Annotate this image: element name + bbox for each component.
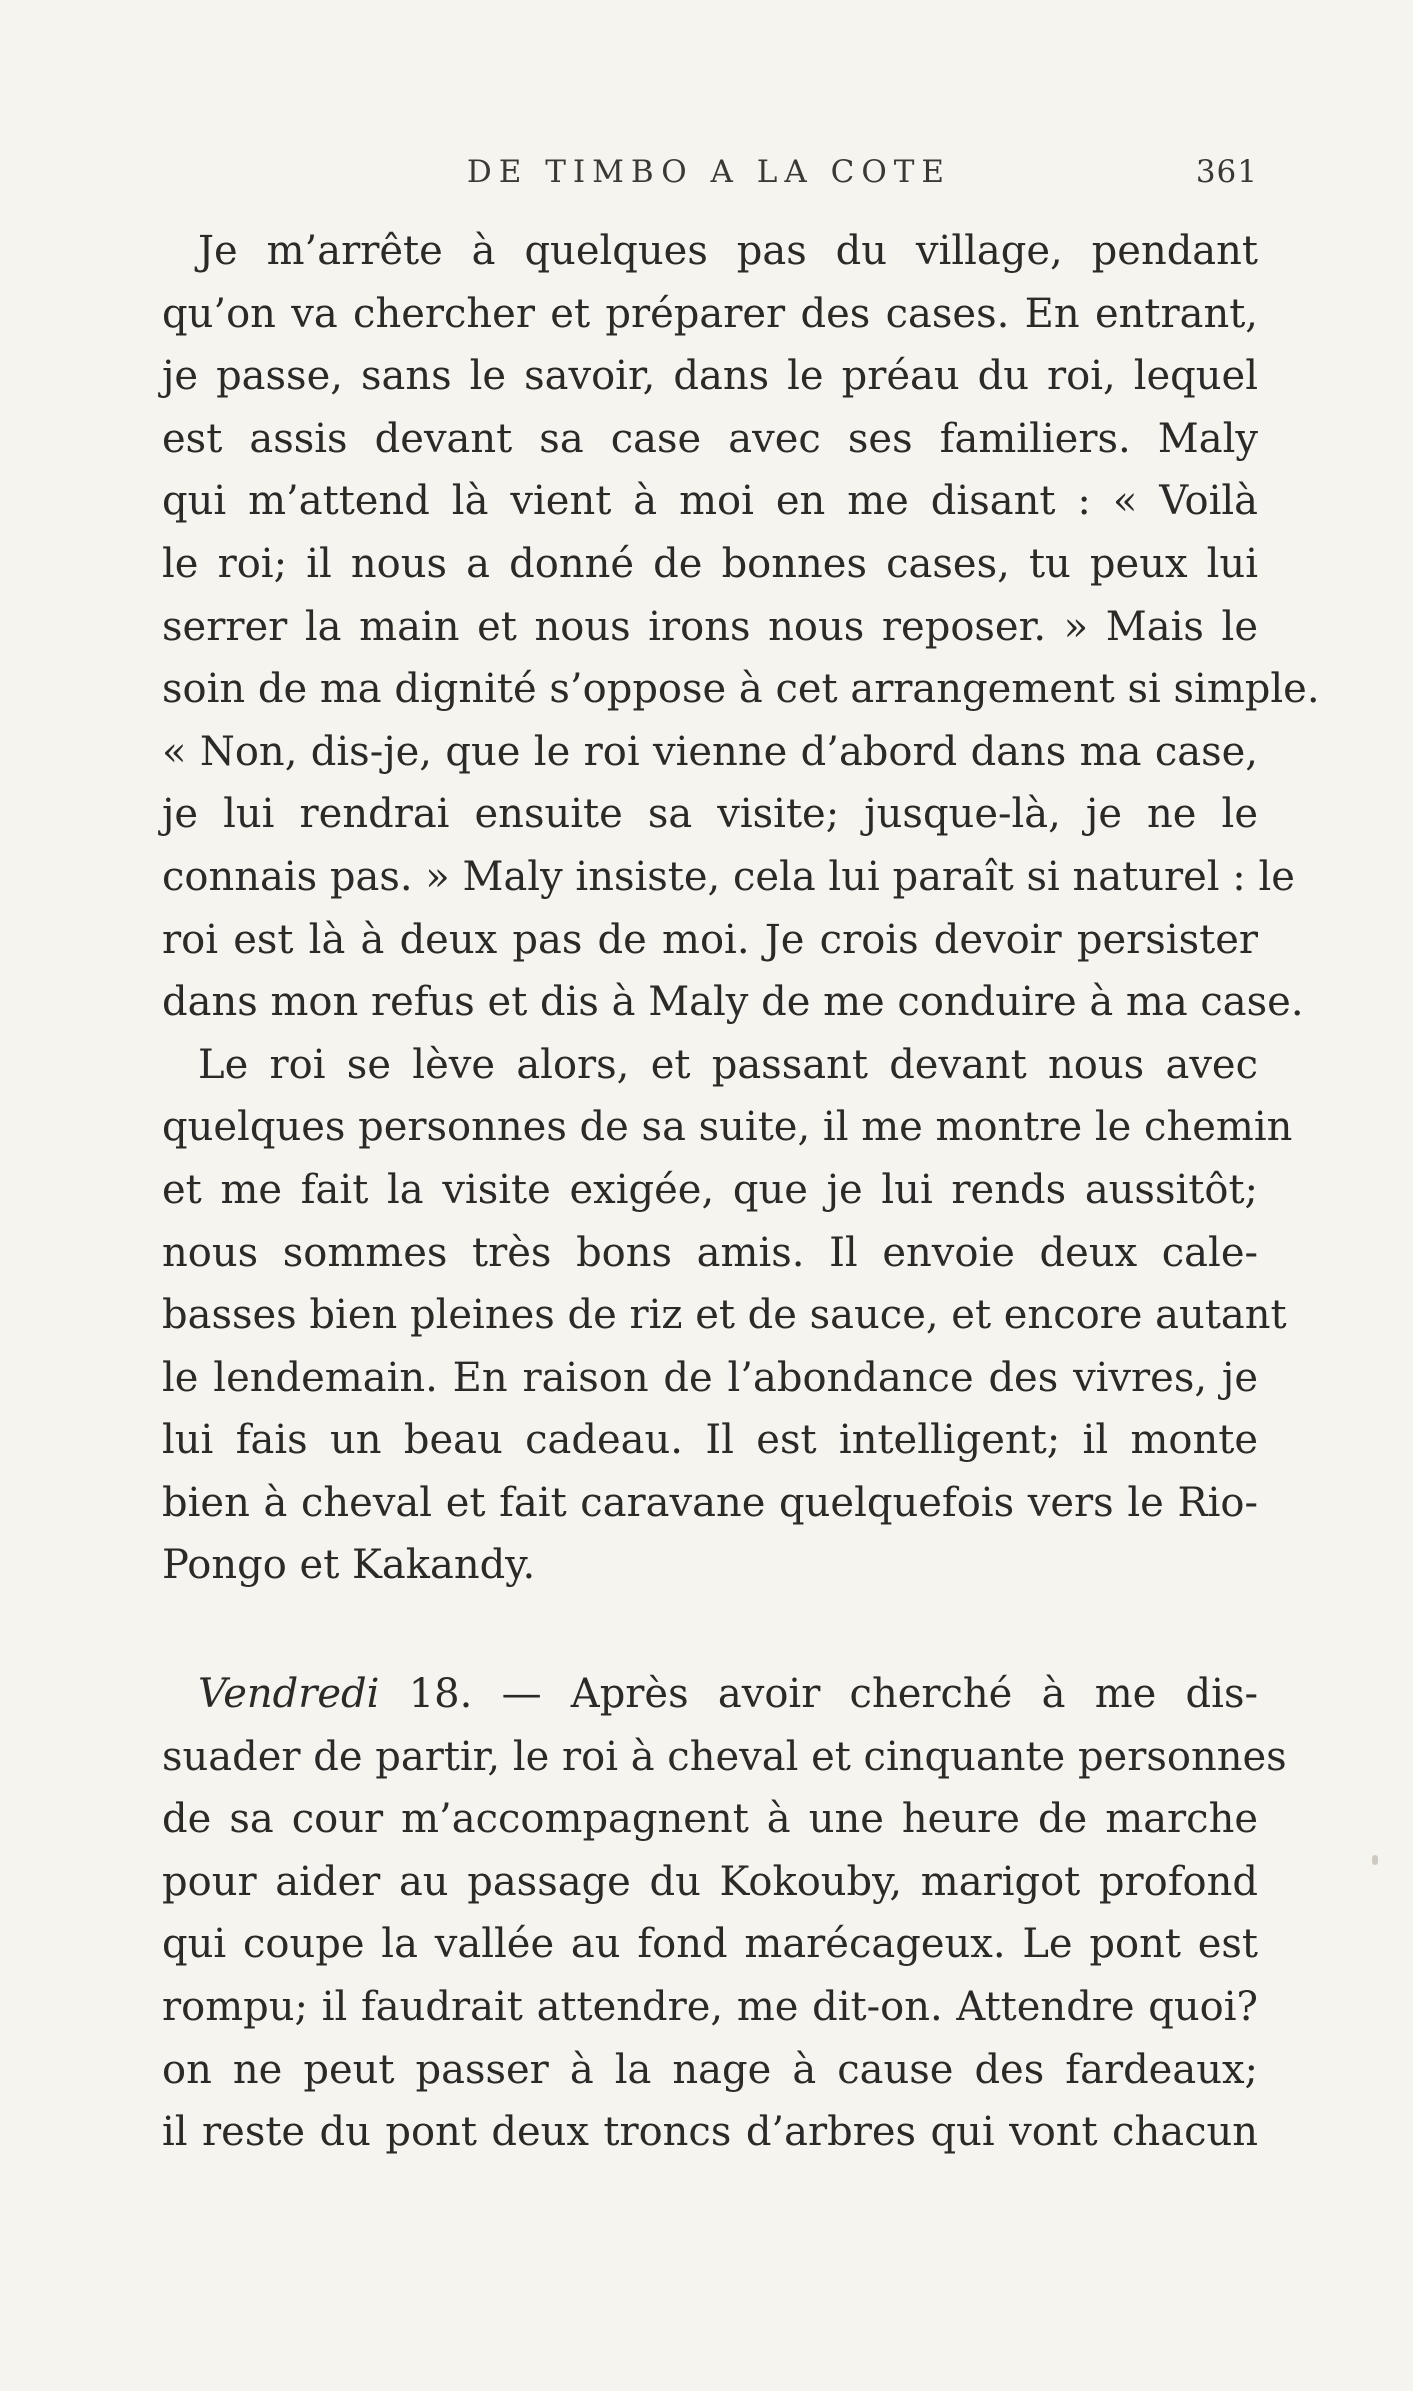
date-line-rest: 18. — Après avoir cherché à me dis- [379, 1671, 1258, 1718]
running-title: DE TIMBO A LA COTE [466, 154, 952, 190]
text-line: roi est là à deux pas de moi. Je crois devoir persister [162, 916, 1258, 963]
text-line: qu’on va chercher et préparer des cases. En entrant, [162, 290, 1258, 337]
date-label: Vendredi [198, 1671, 380, 1718]
paper-speck [1372, 1855, 1378, 1865]
text-line: qui coupe la vallée au fond marécageux. Le pont est [162, 1921, 1258, 1968]
text-line: il reste du pont deux troncs d’arbres qui vont chacun [162, 2109, 1258, 2156]
text-line: connais pas. » Maly insiste, cela lui paraît si naturel : le [162, 853, 1295, 900]
text-line: Je m’arrête à quelques pas du village, pendant [198, 228, 1258, 274]
text-line: dans mon refus et dis à Maly de me conduire à ma case. [162, 979, 1304, 1026]
text-line: de sa cour m’accompagnent à une heure de marche [162, 1796, 1258, 1843]
text-line: nous sommes très bons amis. Il envoie deux cale- [162, 1229, 1258, 1276]
text-line: Le roi se lève alors, et passant devant nous avec [198, 1041, 1258, 1088]
text-line: rompu; il faudrait attendre, me dit-on. Attendre quoi? [162, 1984, 1258, 2031]
text-line: basses bien pleines de riz et de sauce, et encore autant [162, 1292, 1287, 1339]
text-line: je passe, sans le savoir, dans le préau du roi, lequel [162, 353, 1258, 400]
text-line: soin de ma dignité s’oppose à cet arrangement si simple. [162, 666, 1320, 713]
text-line: le roi; il nous a donné de bonnes cases, tu peux lui [162, 540, 1258, 587]
text-line: et me fait la visite exigée, que je lui rends aussitôt; [162, 1166, 1258, 1213]
text-line: on ne peut passer à la nage à cause des fardeaux; [162, 2046, 1258, 2093]
paragraph-2 [162, 1034, 1293, 1597]
text-line: suader de partir, le roi à cheval et cinquante personnes [162, 1733, 1287, 1780]
text-line: serrer la main et nous irons nous reposer. » Mais le [162, 603, 1258, 650]
text-line [162, 1663, 1258, 1726]
page-number: 361 [1195, 154, 1258, 190]
text-line: je lui rendrai ensuite sa visite; jusque-là, je ne le [162, 791, 1258, 838]
paragraph-1 [162, 220, 1320, 1034]
text-line: pour aider au passage du Kokouby, marigot profond [162, 1858, 1258, 1905]
text-line: qui m’attend là vient à moi en me disant : « Voilà [162, 478, 1258, 525]
text-line: bien à cheval et fait caravane quelquefois vers le Rio- [162, 1479, 1258, 1526]
text-line: quelques personnes de sa suite, il me montre le chemin [162, 1104, 1293, 1151]
paragraph-3 [162, 1663, 1287, 2164]
text-line: « Non, dis-je, que le roi vienne d’abord dans ma case, [162, 728, 1258, 775]
text-line: le lendemain. En raison de l’abondance des vivres, je [162, 1354, 1258, 1401]
text-line: est assis devant sa case avec ses familiers. Maly [162, 415, 1258, 462]
body-text [162, 220, 1320, 2164]
paragraph-spacer [162, 1597, 1258, 1663]
text-line: lui fais un beau cadeau. Il est intelligent; il monte [162, 1417, 1258, 1464]
text-line: Pongo et Kakandy. [162, 1542, 536, 1589]
running-head [160, 154, 1258, 198]
